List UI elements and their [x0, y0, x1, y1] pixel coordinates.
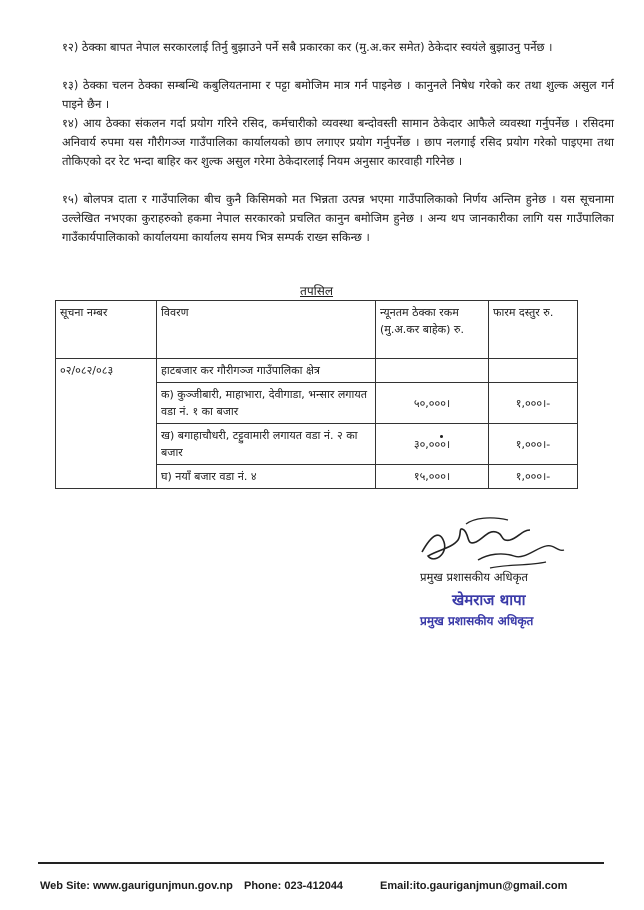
empty-cell: [489, 359, 578, 383]
stamp-title: प्रमुख प्रशासकीय अधिकृत: [420, 614, 534, 628]
stamp-name: खेमराज थापा: [452, 591, 526, 609]
header-min-amount: न्यूनतम ठेक्का रकम (मु.अ.कर बाहेक) रु.: [376, 301, 489, 359]
footer-divider: [38, 862, 604, 864]
empty-cell: [376, 359, 489, 383]
row-amount: १५,०००।: [376, 465, 489, 489]
row-fee: १,०००।-: [489, 424, 578, 465]
ink-dot: [440, 435, 443, 438]
row-description: क) कुञ्जीबारी, माहाभारा, देवीगाडा, भन्सार लगायत वडा नं. १ का बजार: [157, 383, 376, 424]
clause-15: १५) बोलपत्र दाता र गाउँपालिका बीच कुनै किसिमको मत भिन्नता उत्पन्न भएमा गाउँपालिकाको निर्णय अन्तिम हुनेछ । यस सूचनामा उल्लेखित नभएका कुराहरुको हकमा नेपाल सरकारको प्रचलित कानुन बमोजिम हुनेछ । अन्य थप जानकारीका लागि यस गाउँपालिका गाउँकार्यपालिकाको कार्यालयमा कार्यालय समय भित्र सम्पर्क राख्न सकिन्छ ।: [62, 192, 614, 244]
row-description: ख) बगाहाचौधरी, टट्टुवामारी लगायत वडा नं. २ का बजार: [157, 424, 376, 465]
clause-12: १२) ठेक्का बापत नेपाल सरकारलाई तिर्नु बुझाउने पर्ने सबै प्रकारका कर (मु.अ.कर समेत) ठेकेदार स्वयंले बुझाउनु पर्नेछ ।: [62, 40, 553, 54]
row-fee: १,०००।-: [489, 465, 578, 489]
footer-email: Email:ito.gauriganjmun@gmail.com: [380, 880, 568, 892]
schedule-table: [55, 300, 578, 489]
schedule-heading: तपसिल: [300, 284, 334, 298]
row-fee: १,०००।-: [489, 383, 578, 424]
handwritten-signature: [418, 512, 568, 574]
header-form-fee: फारम दस्तुर रु.: [489, 301, 578, 359]
signatory-title: प्रमुख प्रशासकीय अधिकृत: [420, 570, 528, 584]
row-description: घ) नयाँ बजार वडा नं. ४: [157, 465, 376, 489]
table-header-row: [56, 301, 578, 359]
footer-phone: Phone: 023-412044: [244, 880, 344, 892]
table-row: [56, 359, 578, 383]
header-description: विवरण: [157, 301, 376, 359]
main-item-cell: हाटबजार कर गौरीगञ्ज गाउँपालिका क्षेत्र: [157, 359, 376, 383]
footer-website: Web Site: www.gaurigunjmun.gov.np: [40, 880, 233, 892]
header-notice-no: सूचना नम्बर: [56, 301, 157, 359]
clause-14: १४) आय ठेक्का संकलन गर्दा प्रयोग गरिने रसिद, कर्मचारीको व्यवस्था बन्दोवस्ती सामान ठेकेदार आफैले व्यवस्था गर्नुपर्नेछ । रसिदमा अनिवार्य रुपमा यस गौरीगञ्ज गाउँपालिका कार्यालयको छाप लगाएर प्रयोग गर्नुपर्नेछ । छाप नलगाई रसिद प्रयोग गरेको पाइएमा तथा तोकिएको दर रेट भन्दा बाहिर कर शुल्क असुल गरेमा ठेकेदारलाई नियम अनुसार कारवाही गरिनेछ ।: [62, 116, 614, 168]
row-amount: ५०,०००।: [376, 383, 489, 424]
clause-13: १३) ठेक्का चलन ठेक्का सम्बन्धि कबुलियतनामा र पट्टा बमोजिम मात्र गर्न पाइनेछ । कानुनले निषेध गरेको कर तथा शुल्क असुल गर्न पाइने छैन ।: [62, 78, 614, 111]
notice-number-cell: ०२/०८२/०८३: [56, 359, 157, 489]
row-amount: ३०,०००।: [376, 424, 489, 465]
